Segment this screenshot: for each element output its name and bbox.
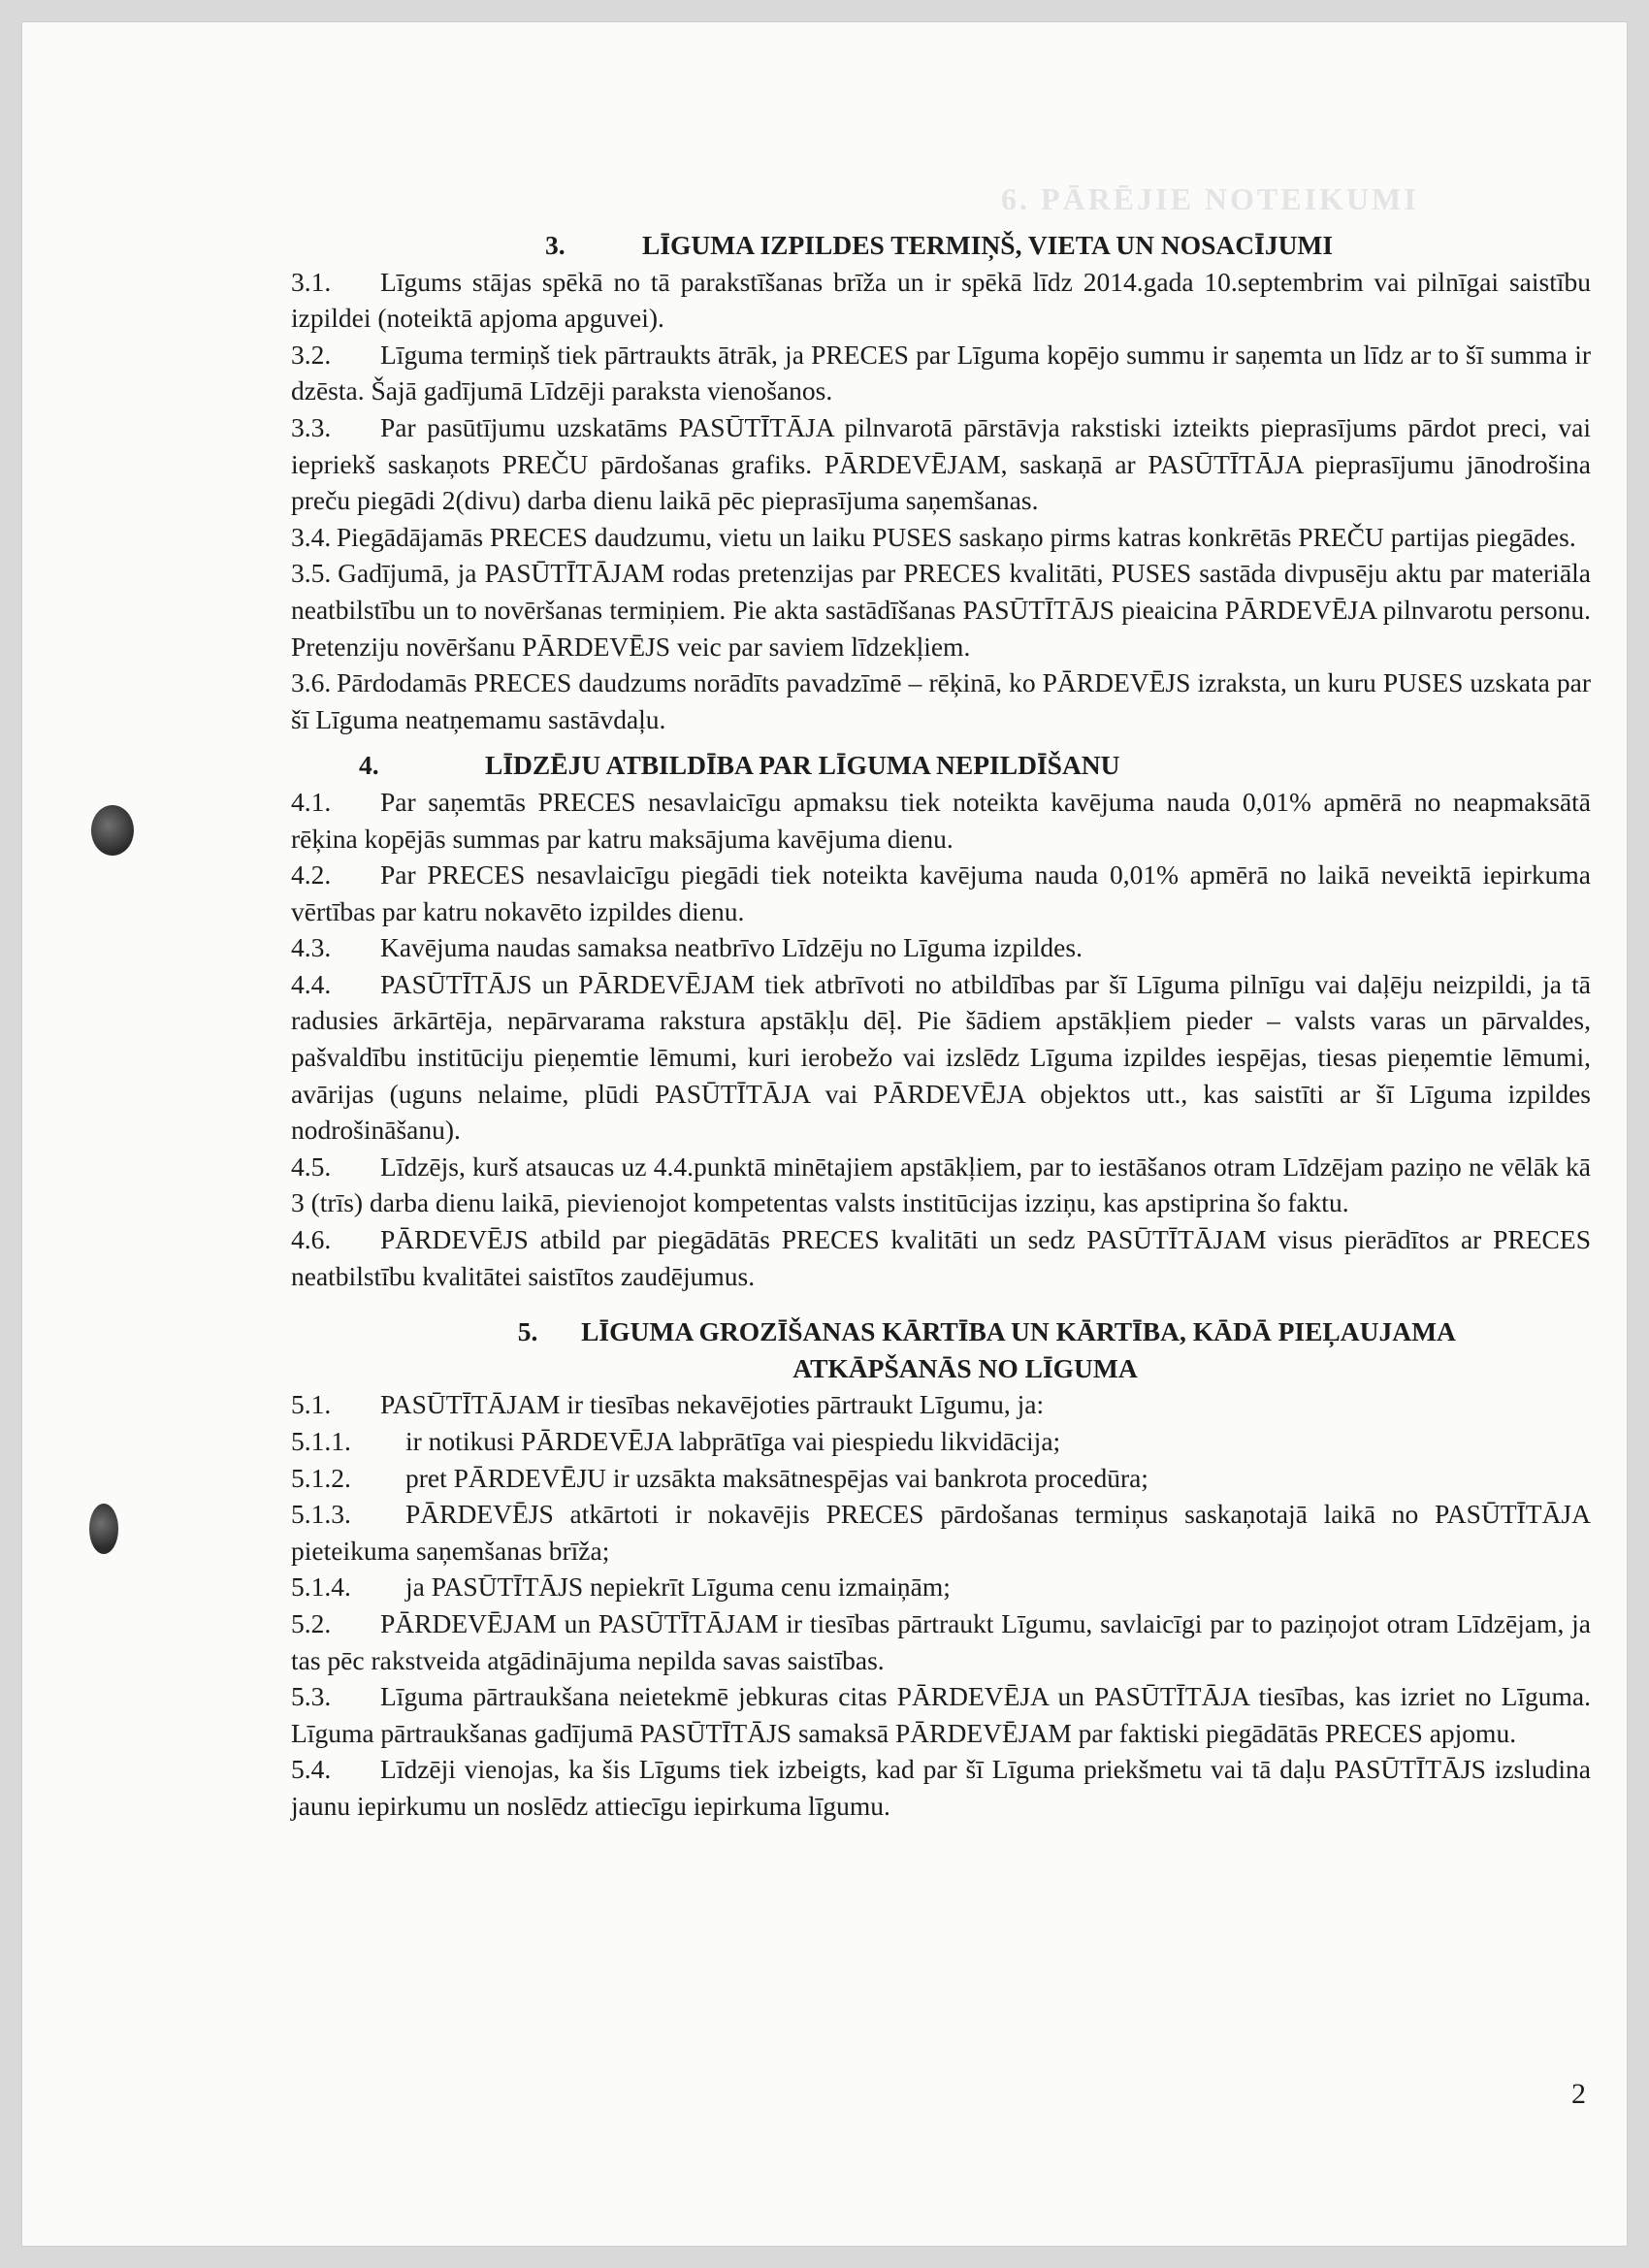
clause-4-1: 4.1. Par saņemtās PRECES nesavlaicīgu apmaksu tiek noteikta kavējuma nauda 0,01% apmērā no neapmaksātā rēķina kopējās summas par katru maksājuma kavējuma dienu. bbox=[291, 786, 1591, 854]
clause-5-4: 5.4. Līdzēji vienojas, ka šis Līgums tiek izbeigts, kad par šī Līguma priekšmetu vai tā daļu PASŪTĪTĀJS izsludina jaunu iepirkumu un noslēdz attiecīgu iepirkuma līgumu. bbox=[291, 1754, 1591, 1821]
clause-5-3: 5.3. Līguma pārtraukšana neietekmē jebkuras citas PĀRDEVĒJA un PASŪTĪTĀJA tiesības, kas izriet no Līguma. Līguma pārtraukšanas gadījumā PASŪTĪTĀJS samaksā PĀRDEVĒJAM par faktiski piegādātās PRECES apjomu. bbox=[291, 1681, 1591, 1748]
section-5-title-line-1: LĪGUMA GROZĪŠANAS KĀRTĪBA UN KĀRTĪBA, KĀDĀ PIEĻAUJAMA bbox=[581, 1316, 1456, 1347]
section-4-number: 4. bbox=[359, 750, 379, 781]
section-5-heading bbox=[291, 1313, 1591, 1386]
section-3-heading bbox=[291, 227, 1591, 264]
page-number: 2 bbox=[1571, 2078, 1586, 2110]
clause-3-6: 3.6. Pārdodamās PRECES daudzums norādīts pavadzīmē – rēķinā, ko PĀRDEVĒJS izraksta, un kuru PUSES uzskata par šī Līguma neatņemamu sastāvdaļu. bbox=[291, 667, 1591, 734]
clause-3-3: 3.3. Par pasūtījumu uzskatāms PASŪTĪTĀJA pilnvarotā pārstāvja rakstiski izteikts pieprasījums pārdot preci, vai iepriekš saskaņots PREČU pārdošanas grafiks. PĀRDEVĒJAM, saskaņā ar PASŪTĪTĀJA pieprasījumu jānodrošina preču piegādi 2(divu) darba dienu laikā pēc pieprasījuma saņemšanas. bbox=[291, 411, 1591, 516]
clause-4-2: 4.2. Par PRECES nesavlaicīgu piegādi tiek noteikta kavējuma nauda 0,01% apmērā no laikā neveiktā iepirkuma vērtības par katru nokavēto izpildes dienu. bbox=[291, 859, 1591, 926]
clause-4-3: 4.3. Kavējuma naudas samaksa neatbrīvo Līdzēju no Līguma izpildes. bbox=[291, 932, 1083, 963]
bleed-through-heading: 6. PĀRĒJIE NOTEIKUMI bbox=[1001, 181, 1419, 216]
section-5-number: 5. bbox=[517, 1316, 538, 1347]
document-body bbox=[291, 227, 1591, 1825]
document-page bbox=[21, 21, 1628, 2247]
section-3-number: 3. bbox=[545, 230, 566, 260]
clause-5-1-2: 5.1.2. pret PĀRDEVĒJU ir uzsākta maksātnespējas vai bankrota procedūra; bbox=[291, 1462, 1148, 1493]
section-4-heading bbox=[291, 747, 1591, 784]
clause-3-1: 3.1. Līgums stājas spēkā no tā parakstīšanas brīža un ir spēkā līdz 2014.gada 10.septembrim vai pilnīgai saistību izpildei (noteiktā apjoma apguvei). bbox=[291, 266, 1591, 334]
clause-4-4: 4.4. PASŪTĪTĀJS un PĀRDEVĒJAM tiek atbrīvoti no atbildības par šī Līguma pilnīgu vai daļēju neizpildi, ja tā radusies ārkārtēja, nepārvarama rakstura apstākļu dēļ. Pie šādiem apstākļiem pieder – valsts varas un pārvaldes, pašvaldību institūciju pieņemtie lēmumi, kuri ierobežo vai izslēdz Līguma izpildes iespējas, tiesas pieņemtie lēmumi, avārijas (uguns nelaime, plūdi PASŪTĪTĀJA vai PĀRDEVĒJA objektos utt., kas saistīti ar šī Līguma izpildes nodrošināšanu). bbox=[291, 968, 1591, 1146]
section-5-title-line-2: ATKĀPŠANĀS NO LĪGUMA bbox=[792, 1352, 1138, 1383]
clause-5-1-1: 5.1.1. ir notikusi PĀRDEVĒJA labprātīga vai piespiedu likvidācija; bbox=[291, 1426, 1061, 1456]
clause-5-1-4: 5.1.4. ja PASŪTĪTĀJS nepiekrīt Līguma cenu izmaiņām; bbox=[291, 1571, 951, 1603]
section-4-title: LĪDZĒJU ATBILDĪBA PAR LĪGUMA NEPILDĪŠANU bbox=[485, 750, 1120, 781]
section-3-title: LĪGUMA IZPILDES TERMIŅŠ, VIETA UN NOSACĪJUMI bbox=[642, 230, 1334, 260]
clause-3-5: 3.5. Gadījumā, ja PASŪTĪTĀJAM rodas pretenzijas par PRECES kvalitāti, PUSES sastāda divpusēju aktu par materiāla neatbilstību un to novēršanas termiņiem. Pie akta sastādīšanas PASŪTĪTĀJS pieaicina PĀRDEVĒJA pilnvarotu personu. Pretenziju novēršanu PĀRDEVĒJS veic par saviem līdzekļiem. bbox=[291, 558, 1592, 662]
punch-hole-bottom bbox=[89, 1504, 118, 1554]
clause-3-2: 3.2. Līguma termiņš tiek pārtraukts ātrāk, ja PRECES par Līguma kopējo summu ir saņemta un līdz ar to šī summa ir dzēsta. Šajā gadījumā Līdzēji paraksta vienošanos. bbox=[291, 339, 1591, 406]
clause-5-1: 5.1. PASŪTĪTĀJAM ir tiesības nekavējoties pārtraukt Līgumu, ja: bbox=[291, 1389, 1045, 1420]
clause-4-5: 4.5. Līdzējs, kurš atsaucas uz 4.4.punktā minētajiem apstākļiem, par to iestāšanos otram Līdzējam paziņo ne vēlāk kā 3 (trīs) darba dienu laikā, pievienojot kompetentas valsts institūcijas izziņu, kas apstiprina šo faktu. bbox=[291, 1150, 1591, 1218]
punch-hole-top bbox=[91, 805, 134, 856]
clause-4-6: 4.6. PĀRDEVĒJS atbild par piegādātās PRECES kvalitāti un sedz PASŪTĪTĀJAM visus pierādītos ar PRECES neatbilstību kvalitātei saistītos zaudējumus. bbox=[291, 1224, 1591, 1291]
clause-5-1-3: 5.1.3. PĀRDEVĒJS atkārtoti ir nokavējis PRECES pārdošanas termiņus saskaņotajā laikā no PASŪTĪTĀJA pieteikuma saņemšanas brīža; bbox=[291, 1499, 1591, 1566]
clause-3-4: 3.4. Piegādājamās PRECES daudzumu, vietu un laiku PUSES saskaņo pirms katras konkrētās PREČU partijas piegādes. bbox=[291, 521, 1576, 552]
clause-5-2: 5.2. PĀRDEVĒJAM un PASŪTĪTĀJAM ir tiesības pārtraukt Līgumu, savlaicīgi par to paziņojot otram Līdzējam, ja tas pēc rakstveida atgādinājuma nepilda savas saistības. bbox=[291, 1607, 1591, 1675]
